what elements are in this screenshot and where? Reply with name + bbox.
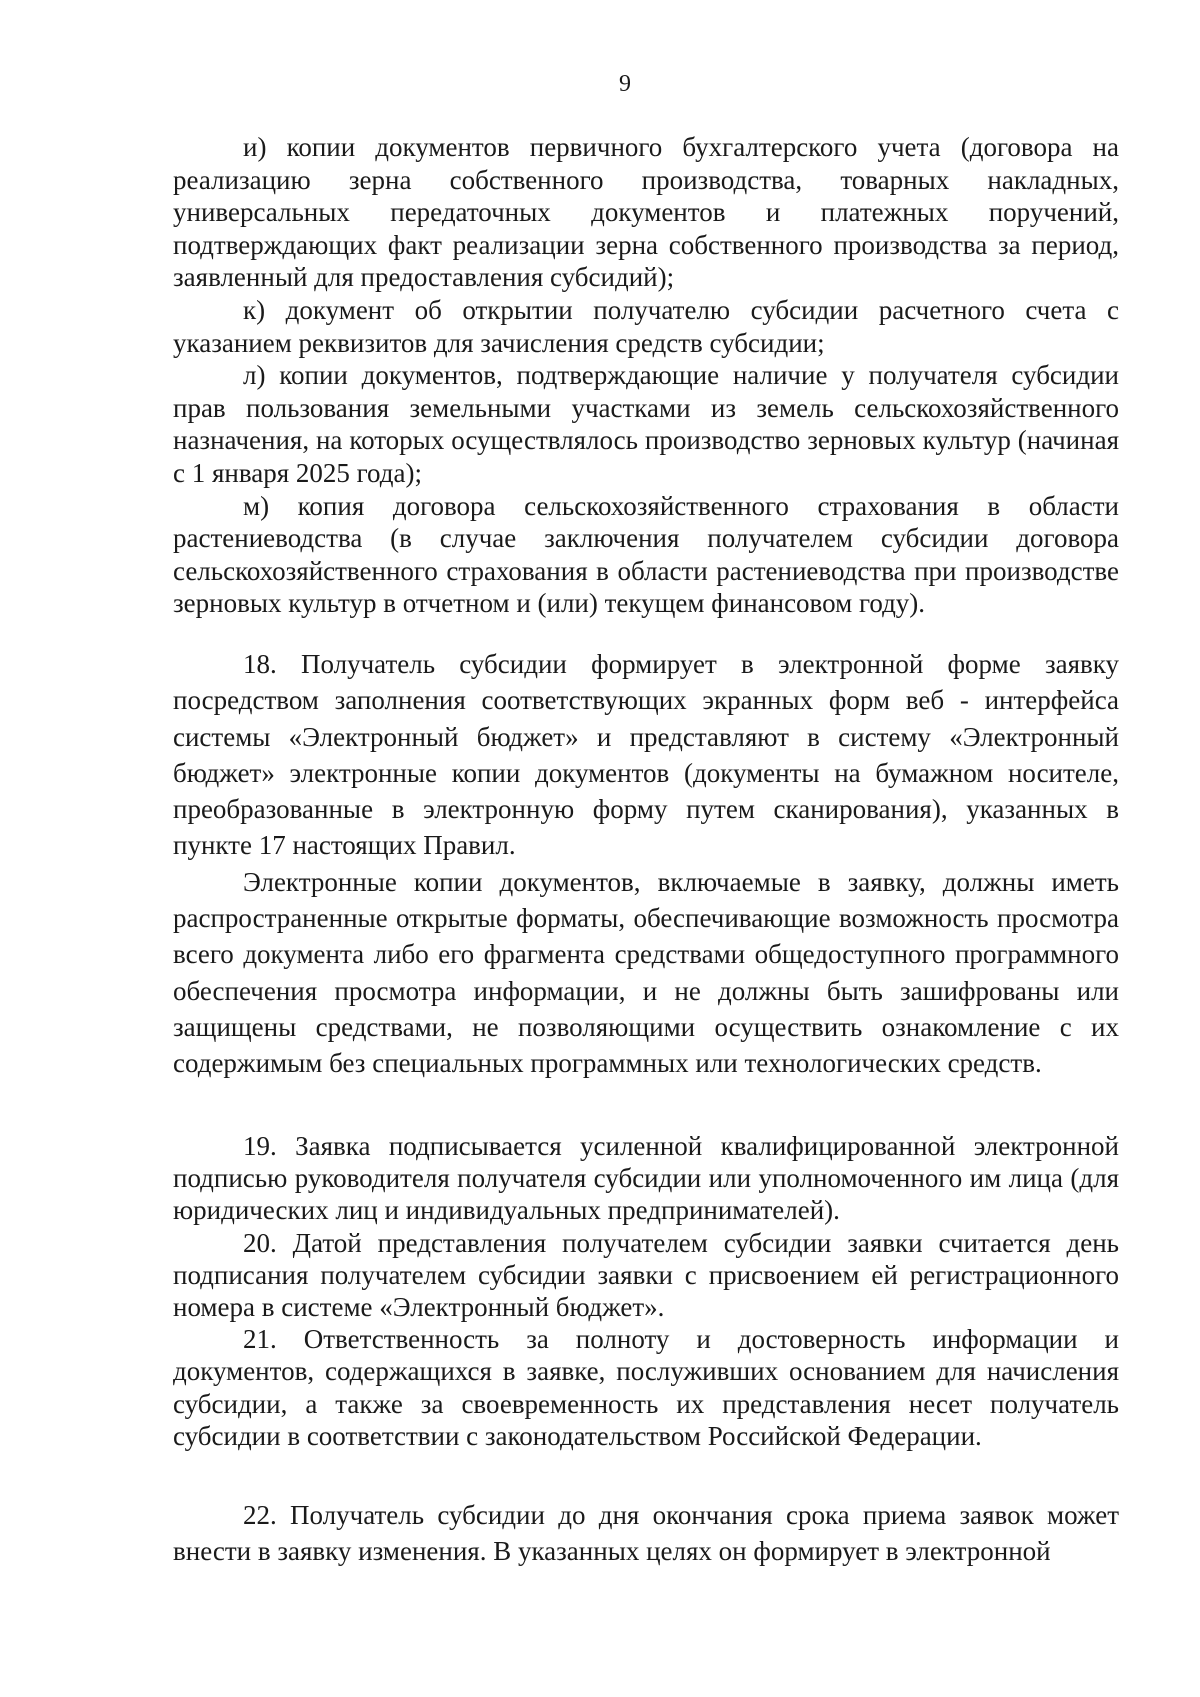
paragraph-clause-18: 18. Получатель субсидии формирует в электронной форме заявку посредством заполнения соответствующих экранных форм веб - интерфейса системы «Электронный бюджет» и представляют в систему «Электронный бюджет» электронные копии документов (документы на бумажном носителе, преобразованные в электронную форму путем сканирования), указанных в пункте 17 настоящих Правил.	[173, 649, 1119, 861]
paragraph-clause-21: 21. Ответственность за полноту и достоверность информации и документов, содержащихся в заявке, послуживших основанием для начисления субсидии, а также за своевременность их представления несет получатель субсидии в соответствии с законодательством Российской Федерации.	[173, 1324, 1119, 1451]
document-body-block-2	[173, 646, 1119, 1082]
paragraph-item-i: и) копии документов первичного бухгалтерского учета (договора на реализацию зерна собственного производства, товарных накладных, универсальных передаточных документов и платежных поручений, подтверждающих факт реализации зерна собственного производства за период, заявленный для предоставления субсидий);	[173, 132, 1119, 293]
paragraph-clause-19: 19. Заявка подписывается усиленной квалифицированной электронной подписью руководителя получателя субсидии или уполномоченного им лица (для юридических лиц и индивидуальных предпринимателей).	[173, 1131, 1119, 1226]
paragraph-clause-20: 20. Датой представления получателем субсидии заявки считается день подписания получателем субсидии заявки с присвоением ей регистрационного номера в системе «Электронный бюджет».	[173, 1227, 1119, 1323]
paragraph-item-k: к) документ об открытии получателю субсидии расчетного счета с указанием реквизитов для зачисления средств субсидии;	[173, 294, 1119, 358]
paragraph-electronic-copies: Электронные копии документов, включаемые в заявку, должны иметь распространенные открытые форматы, обеспечивающие возможность просмотра всего документа либо его фрагмента средствами общедоступного программного обеспечения просмотра информации, и не должны быть зашифрованы или защищены средствами, не позволяющими осуществить ознакомление с их содержимым без специальных программных или технологических средств.	[173, 866, 1119, 1079]
document-body-block-1	[173, 131, 1119, 620]
paragraph-clause-22: 22. Получатель субсидии до дня окончания срока приема заявок может внести в заявку изменения. В указанных целях он формирует в электронной	[173, 1500, 1119, 1566]
page-number: 9	[619, 71, 631, 97]
document-body-block-4	[173, 1497, 1119, 1569]
document-body-block-3	[173, 1130, 1119, 1452]
paragraph-item-l: л) копии документов, подтверждающие наличие у получателя субсидии прав пользования земельными участками из земель сельскохозяйственного назначения, на которых осуществлялось производство зерновых культур (начиная с 1 января 2025 года);	[173, 360, 1119, 488]
paragraph-item-m: м) копия договора сельскохозяйственного страхования в области растениеводства (в случае заключения получателем субсидии договора сельскохозяйственного страхования в области растениеводства при производстве зерновых культур в отчетном и (или) текущем финансовом году).	[173, 490, 1119, 619]
